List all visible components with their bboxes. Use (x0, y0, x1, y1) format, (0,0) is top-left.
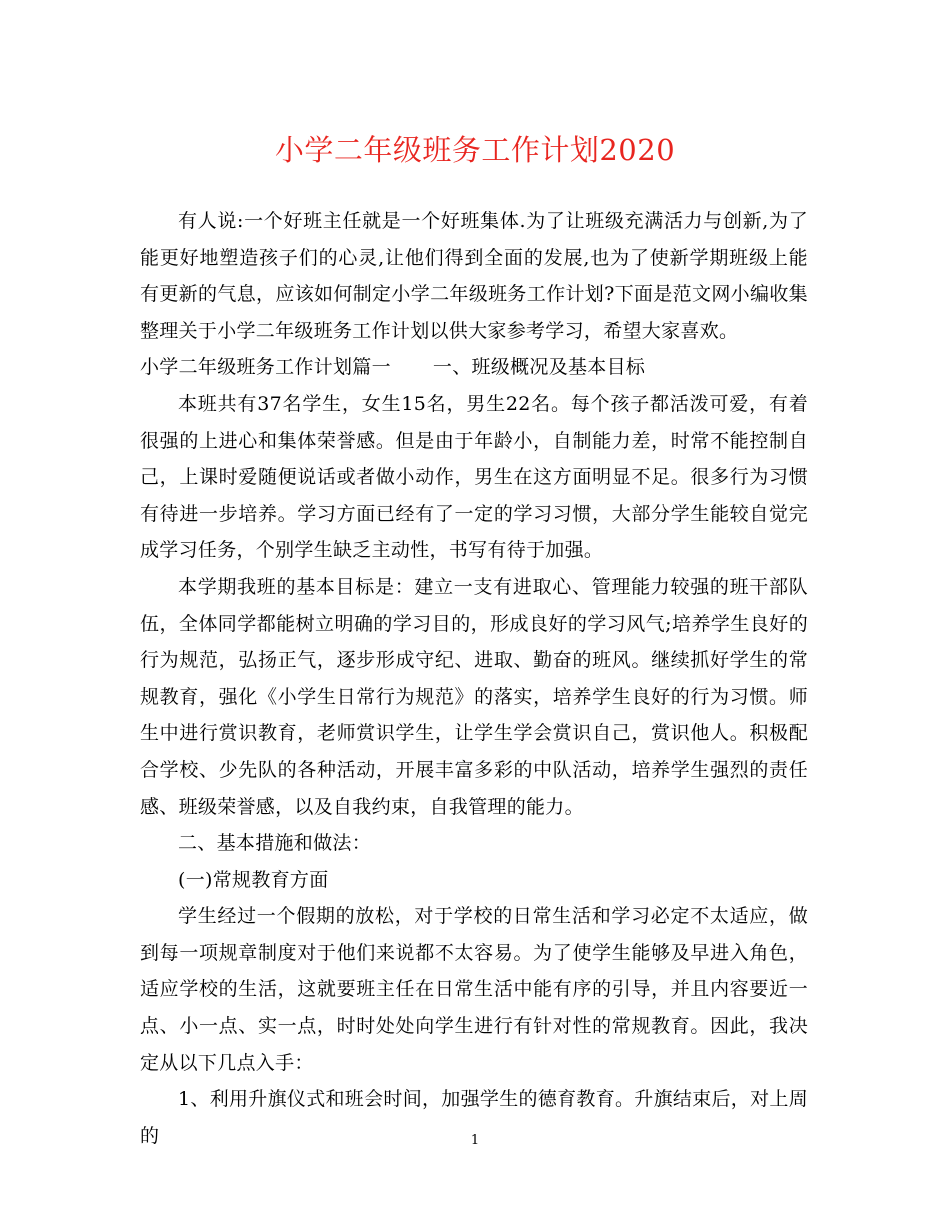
routine-paragraph: 学生经过一个假期的放松，对于学校的日常生活和学习必定不太适应，做到每一项规章制度对于他们来说都不太容易。为了使学生能够及早进入角色，适应学校的生活，这就要班主任在日常生活中能有序的引导，并且内容要近一点、小一点、实一点，时时处处向学生进行有针对性的常规教育。因此，我决定从以下几点入手： (140, 905, 808, 1074)
class-overview-paragraph: 本班共有37名学生，女生15名，男生22名。每个孩子都活泼可爱，有着很强的上进心和集体荣誉感。但是由于年龄小，自制能力差，时常不能控制自己，上课时爱随便说话或者做小动作，男生在这方面明显不足。很多行为习惯有待进一步培养。学习方面已经有了一定的学习习惯，大部分学生能较自觉完成学习任务，个别学生缺乏主动性，书写有待于加强。 (140, 392, 808, 562)
article-heading-line (140, 349, 808, 386)
document-body (140, 203, 808, 1154)
section-heading-2: 二、基本措施和做法： (178, 832, 372, 855)
section-heading-1: 一、班级概况及基本目标 (432, 356, 646, 379)
subsection-heading-1: (一)常规教育方面 (178, 868, 329, 891)
intro-paragraph: 有人说:一个好班主任就是一个好班集体.为了让班级充满活力与创新,为了能更好地塑造孩子们的心灵,让他们得到全面的发展,也为了使新学期班级上能有更新的气息，应该如何制定小学二年级班务工作计划?下面是范文网小编收集整理关于小学二年级班务工作计划以供大家参考学习，希望大家喜欢。 (140, 210, 808, 342)
document-title: 小学二年级班务工作计划2020 (274, 133, 676, 167)
goals-paragraph: 本学期我班的基本目标是：建立一支有进取心、管理能力较强的班干部队伍，全体同学都能树立明确的学习目的，形成良好的学习风气;培养学生良好的行为规范，弘扬正气，逐步形成守纪、进取、勤奋的班风。继续抓好学生的常规教育，强化《小学生日常行为规范》的落实，培养学生良好的行为习惯。师生中进行赏识教育，老师赏识学生，让学生学会赏识自己，赏识他人。积极配合学校、少先队的各种活动，开展丰富多彩的中队活动，培养学生强烈的责任感、班级荣誉感，以及自我约束，自我管理的能力。 (140, 575, 808, 818)
list-item-1: 1、利用升旗仪式和班会时间，加强学生的德育教育。升旗结束后，对上周的 (140, 1088, 808, 1147)
article-label: 小学二年级班务工作计划篇一 (140, 356, 391, 379)
page-number: 1 (470, 1133, 480, 1148)
